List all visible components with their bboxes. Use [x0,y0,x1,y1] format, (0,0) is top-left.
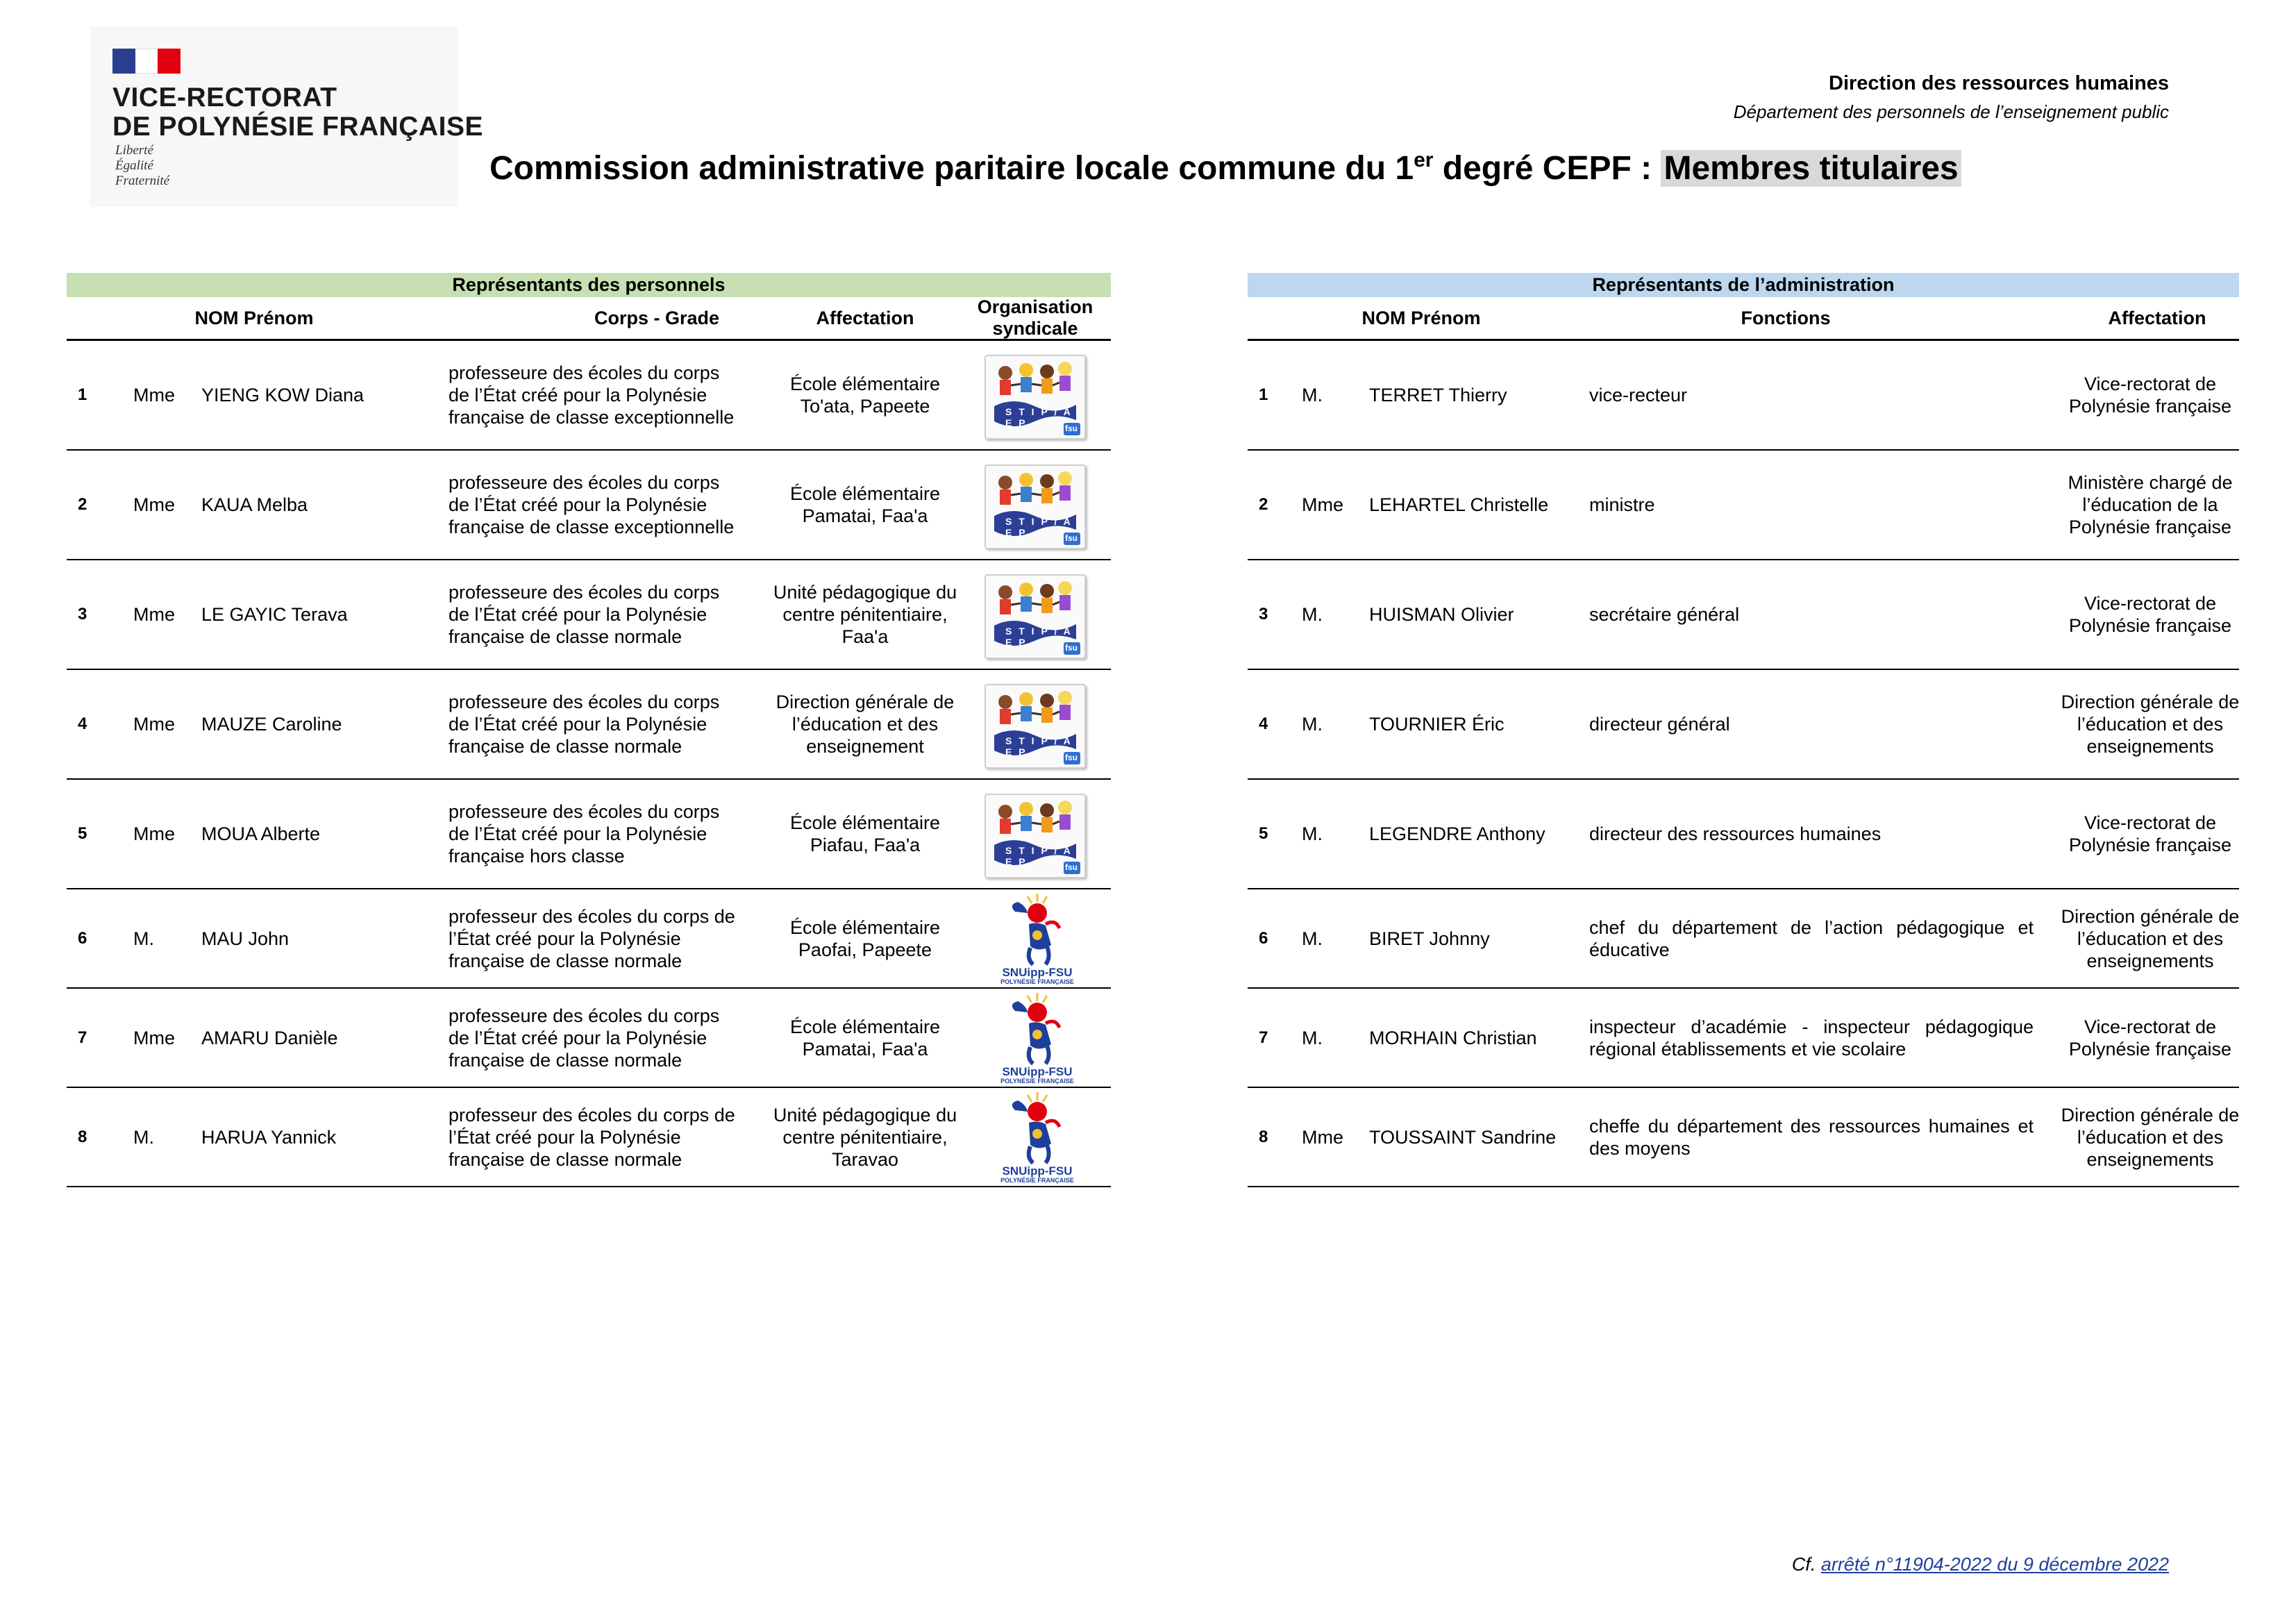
snu-logo-text: SNUipp-FSU [1002,966,1073,979]
member-name: LEGENDRE Anthony [1369,823,1545,844]
affectation: Vice-rectorat de Polynésie française [2068,812,2232,855]
administration-representatives-table [1248,273,2239,1187]
civility: M. [133,1126,154,1148]
logo-title-line1: VICE-RECTORAT [112,83,337,112]
civility: Mme [133,604,175,625]
member-name: MAUZE Caroline [201,714,342,735]
affectation: Vice-rectorat de Polynésie française [2068,374,2232,417]
table-row [67,889,1111,989]
snu-logo-text: SNUipp-FSU [1002,1164,1073,1178]
civility: M. [133,928,154,949]
affectation: Unité pédagogique du centre pénitentiaire, Faa'a [773,582,957,647]
civility: Mme [133,714,175,735]
col-name: NOM Prénom [194,307,314,328]
corps-grade: professeure des écoles du corps de l’État créé pour la Polynésie française hors classe [449,801,720,867]
stp-union-logo-icon [984,684,1086,769]
fonction: vice-recteur [1589,385,1688,405]
affectation: École élémentaire To'ata, Papeete [789,374,941,417]
motto-egalite: Égalité [115,158,153,173]
affectation: Direction générale de l’éducation et des enseignements [2061,692,2240,757]
member-name: MAU John [201,928,290,949]
table-row [67,670,1111,780]
affectation: Vice-rectorat de Polynésie française [2068,1016,2232,1060]
civility: Mme [1302,1126,1343,1148]
corps-grade: professeure des écoles du corps de l’État créé pour la Polynésie française de classe exceptionnelle [449,472,735,537]
member-name: HUISMAN Olivier [1369,604,1514,625]
affectation: École élémentaire Pamatai, Faa'a [789,483,941,526]
page-title [489,147,1961,190]
row-number: 2 [1259,495,1268,514]
direction-title: Direction des ressources humaines [1829,72,2169,94]
corps-grade: professeure des écoles du corps de l’État créé pour la Polynésie française de classe exceptionnelle [449,362,735,428]
civility: Mme [133,494,175,515]
member-name: KAUA Melba [201,494,308,515]
fonction: inspecteur d’académie - inspecteur pédagogique régional établissements et vie scolaire [1589,1016,2034,1060]
fonction: ministre [1589,494,1655,515]
staff-table-header [67,297,1111,341]
row-number: 1 [78,385,87,404]
motto-liberte: Liberté [115,143,153,158]
snu-logo-sub: POLYNÉSIE FRANÇAISE [1000,1078,1074,1085]
civility: M. [1302,1027,1323,1048]
stp-union-logo-icon [984,574,1086,659]
affectation: Direction générale de l’éducation et des enseignements [2061,905,2240,971]
civility: M. [1302,928,1323,949]
admin-table-header [1248,297,2239,341]
staff-band: Représentants des personnels [67,273,1111,297]
snuipp-fsu-logo-icon [987,891,1084,987]
corps-grade: professeur des écoles du corps de l’État créé pour la Polynésie française de classe normale [449,905,735,971]
staff-representatives-table [67,273,1111,1187]
civility: Mme [1302,494,1343,515]
row-number: 5 [1259,824,1268,843]
affectation: Direction générale de l’éducation et des enseignements [2061,1104,2240,1170]
table-row [67,780,1111,889]
corps-grade: professeure des écoles du corps de l’État créé pour la Polynésie française de classe normale [449,1005,720,1071]
row-number: 6 [1259,928,1268,948]
stp-union-logo-icon [984,464,1086,549]
fonction: directeur des ressources humaines [1589,823,1882,844]
row-number: 2 [78,495,87,514]
affectation: Ministère chargé de l’éducation de la Polynésie française [2068,472,2233,537]
row-number: 5 [78,824,87,843]
col-org: Organisation syndicale [977,296,1093,339]
col-corps: Corps - Grade [594,307,720,328]
civility: M. [1302,604,1323,625]
affectation: École élémentaire Paofai, Papeete [789,916,941,960]
logo-title [112,83,483,142]
corps-grade: professeure des écoles du corps de l’État créé pour la Polynésie française de classe normale [449,582,720,647]
member-name: MOUA Alberte [201,823,321,844]
stp-logo-text: S T I P / A E P [1005,845,1073,867]
logo-title-line2: DE POLYNÉSIE FRANÇAISE [112,112,483,142]
department-subtitle: Département des personnels de l’enseignement public [1733,101,2169,122]
affectation: Vice-rectorat de Polynésie française [2068,593,2232,636]
stp-logo-badge: fsu [1065,753,1078,762]
vice-rectorat-logo [90,26,483,207]
table-row [67,341,1111,451]
row-number: 7 [1259,1028,1268,1047]
row-number: 6 [78,928,87,948]
stp-logo-badge: fsu [1065,643,1078,653]
logo-motto [115,143,169,189]
arrete-link[interactable]: arrêté n°11904-2022 du 9 décembre 2022 [1820,1554,2169,1575]
table-row [1248,889,2239,989]
admin-band: Représentants de l’administration [1248,273,2239,297]
snu-logo-sub: POLYNÉSIE FRANÇAISE [1000,978,1074,985]
title-highlight: Membres titulaires [1661,150,1961,187]
stp-logo-text: S T I P / A E P [1005,516,1073,538]
stp-logo-badge: fsu [1065,424,1078,433]
motto-fraternite: Fraternité [115,174,170,188]
title-sup: er [1414,149,1434,171]
footer-reference [1792,1554,2169,1575]
row-number: 4 [78,714,87,733]
snu-logo-text: SNUipp-FSU [1002,1065,1073,1078]
table-row [1248,1088,2239,1187]
staff-rows [67,341,1111,1187]
row-number: 8 [1259,1127,1268,1146]
row-number: 4 [1259,714,1268,733]
civility: Mme [133,823,175,844]
member-name: YIENG KOW Diana [201,385,364,405]
member-name: MORHAIN Christian [1369,1027,1537,1048]
stp-union-logo-icon [984,355,1086,440]
marianne-flag-icon [112,49,181,74]
col-fonctions: Fonctions [1741,307,1831,328]
member-name: LE GAYIC Terava [201,604,348,625]
corps-grade: professeure des écoles du corps de l’État créé pour la Polynésie française de classe normale [449,692,720,757]
civility: M. [1302,714,1323,735]
row-number: 7 [78,1028,87,1047]
member-name: HARUA Yannick [201,1126,337,1148]
member-name: LEHARTEL Christelle [1369,494,1549,515]
member-name: BIRET Johnny [1369,928,1490,949]
table-row [1248,560,2239,670]
civility: Mme [133,1027,175,1048]
fonction: cheffe du département des ressources humaines et des moyens [1589,1115,2034,1159]
table-row [67,989,1111,1088]
member-name: TERRET Thierry [1369,385,1507,405]
table-row [67,560,1111,670]
fonction: directeur général [1589,714,1730,735]
table-row [67,451,1111,560]
row-number: 3 [78,605,87,623]
member-name: TOUSSAINT Sandrine [1369,1126,1557,1148]
stp-logo-text: S T I P / A E P [1005,626,1073,648]
civility: M. [1302,823,1323,844]
civility: M. [1302,385,1323,405]
table-row [1248,780,2239,889]
member-name: AMARU Danièle [201,1027,338,1048]
row-number: 3 [1259,605,1268,623]
corps-grade: professeur des écoles du corps de l’État créé pour la Polynésie française de classe normale [449,1104,735,1170]
fonction: secrétaire général [1589,604,1740,625]
stp-logo-badge: fsu [1065,862,1078,872]
row-number: 1 [1259,385,1268,404]
title-part1: Commission administrative paritaire locale commune du 1 [489,150,1414,187]
table-row [67,1088,1111,1187]
stp-union-logo-icon [984,794,1086,878]
member-name: TOURNIER Éric [1369,714,1505,735]
table-row [1248,341,2239,451]
snuipp-fsu-logo-icon [987,990,1084,1086]
col-name: NOM Prénom [1361,307,1481,328]
civility: Mme [133,385,175,405]
affectation: Direction générale de l’éducation et des enseignement [776,692,955,757]
admin-rows [1248,341,2239,1187]
affectation: École élémentaire Piafau, Faa'a [789,812,941,855]
affectation: École élémentaire Pamatai, Faa'a [789,1016,941,1060]
row-number: 8 [78,1127,87,1146]
reference-prefix: Cf. [1791,1554,1821,1575]
snu-logo-sub: POLYNÉSIE FRANÇAISE [1000,1177,1074,1184]
col-affectation: Affectation [816,307,914,328]
affectation: Unité pédagogique du centre pénitentiaire, Taravao [773,1104,957,1170]
stp-logo-text: S T I P / A E P [1005,735,1073,757]
snuipp-fsu-logo-icon [987,1089,1084,1185]
stp-logo-badge: fsu [1065,533,1078,543]
stp-logo-text: S T I P / A E P [1005,406,1073,428]
table-row [1248,451,2239,560]
title-part2: degré CEPF : [1433,150,1661,187]
table-row [1248,989,2239,1088]
fonction: chef du département de l’action pédagogique et éducative [1589,916,2034,960]
table-row [1248,670,2239,780]
col-affectation: Affectation [2108,307,2206,328]
